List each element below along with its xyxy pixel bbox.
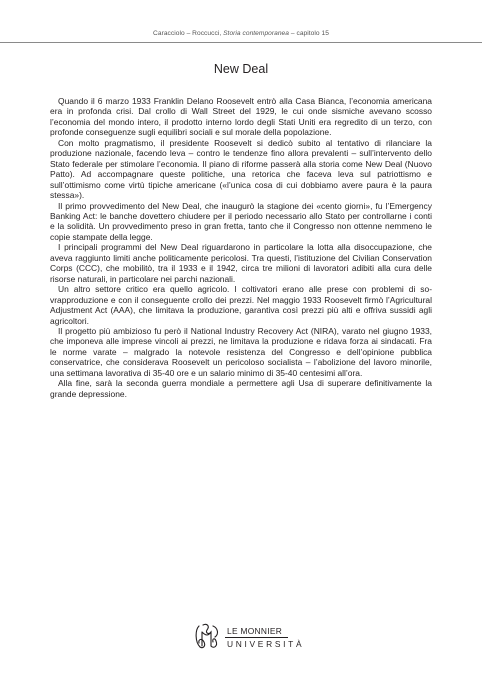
paragraph: Un altro settore critico era quello agricolo. I coltivatori erano alle prese con problemi di sovrapproduzione e con il conseguente crollo dei prezzi. Nel maggio 1933 Roosevelt firmò l’Agricultural Adjustment Act (AAA), che limitava la produzione, garantiva così prezzi più alti e offriva sussidi agli agricoltori. [50,284,432,326]
paragraph: Con molto pragmatismo, il presidente Roosevelt si dedicò subito al tentativo di rilanciare la produzione nazionale, facendo leva – contro le tendenze fino allora prevalenti – sull’intervento dello Stato federale per stimolare l’economia. Il piano di riforme passerà alla storia come New Deal (Nuovo Patto). Ad accompagnare queste politiche, una retorica che faceva leva sul patriottismo e sull’ottimismo come virtù tipiche americane («l’unica cosa di cui dobbiamo avere paura è la paura stessa»). [50,137,432,201]
publisher-division: UNIVERSITÀ [227,639,305,649]
paragraph: I principali programmi del New Deal riguardarono in particolare la lotta alla disoccupazione, che aveva raggiunto limiti anche politicamente pericolosi. Tra questi, l’istituzione del Civilian Conservation Corps (CCC), che mobilitò, tra il 1933 e il 1942, circa tre milioni di lavoratori adibiti alla cura delle risorse naturali, in particolare nei parchi nazionali. [50,242,432,284]
header-authors: Caracciolo – Roccucci, [153,30,222,37]
header-book-title: Storia contemporanea [223,30,289,37]
paragraph: Il primo provvedimento del New Deal, che inaugurò la stagione dei «cento giorni», fu l’Emergency Banking Act: le banche dovettero chiudere per il periodo necessario allo Stato per controllarne i conti e la solidità. Un provvedimento preso in gran fretta, tanto che il Congresso non ottenne nemmeno le copie stampate della legge. [50,200,432,242]
chapter-title: New Deal [213,62,269,76]
publisher-logo [194,622,305,656]
header-chapter-ref: – capitolo 15 [290,30,329,37]
paragraph: Alla fine, sarà la seconda guerra mondiale a permettere agli Usa di superare definitivamente la grande depressione. [50,378,432,399]
le-monnier-monogram-icon [194,622,220,650]
paragraph: Quando il 6 marzo 1933 Franklin Delano Roosevelt entrò alla Casa Bianca, l’economia americana era in profonda crisi. Dal crollo di Wall Street del 1929, le cui onde sismiche avevano scosso l’economia del mondo intero, il prodotto interno lordo degli Stati Uniti era regredito di un terzo, con profonde conseguenze sugli equilibri sociali e sul morale della popolazione. [50,96,432,138]
publisher-name: LE MONNIER [227,626,283,636]
publisher-rule [225,637,288,638]
header-rule [0,42,482,43]
body-text [50,96,432,399]
paragraph: Il progetto più ambizioso fu però il National Industry Recovery Act (NIRA), varato nel giugno 1933, che imponeva alle imprese vincoli ai prezzi, ne limitava la produzione e ridava forza ai sindacati. Fra le norme varate – malgrado la notevole resistenza del Congresso e dell’opinione pubblica conservatrice, che considerava Roosevelt un pericoloso socialista – l’abolizione del lavoro minorile, una settimana lavorativa di 35-40 ore e un salario minimo di 35-40 centesimi all’ora. [50,325,432,378]
running-head [0,30,482,37]
